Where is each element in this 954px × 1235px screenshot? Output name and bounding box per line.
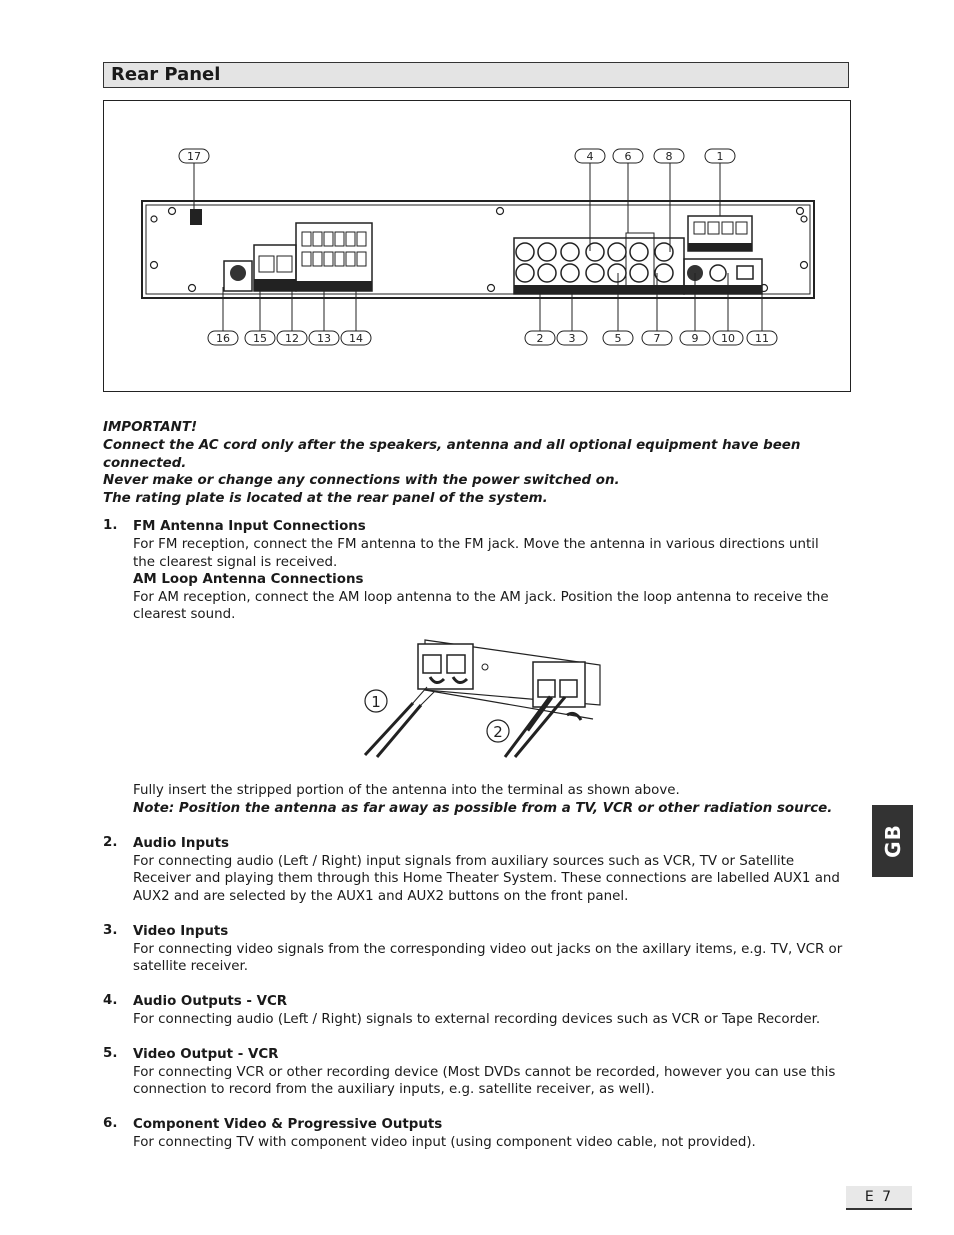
- section-number: 5.: [103, 1046, 118, 1061]
- step-label: 1: [371, 693, 381, 711]
- section-body: satellite receiver.: [133, 959, 249, 974]
- callout-label: 4: [586, 150, 594, 163]
- callout-label: 16: [216, 332, 230, 345]
- section-body: For connecting audio (Left / Right) input signals from auxiliary sources such as VCR, TV or Satellite: [133, 854, 795, 869]
- important-line: Never make or change any connections with the power switched on.: [103, 473, 620, 488]
- section-heading: Audio Inputs: [133, 836, 229, 851]
- section-body: For connecting VCR or other recording device (Most DVDs cannot be recorded, however you can use this: [133, 1065, 836, 1080]
- language-tab: [872, 805, 913, 877]
- section-number: 6.: [103, 1116, 118, 1131]
- page-title-bar: [103, 62, 849, 88]
- antenna-connection-diagram: [355, 635, 605, 760]
- section-number: 1.: [103, 518, 118, 533]
- page-number: E 7: [864, 1189, 894, 1205]
- callout-label: 10: [721, 332, 735, 345]
- illustration-caption: Fully insert the stripped portion of the antenna into the terminal as shown above.: [133, 783, 680, 798]
- rear-panel-diagram: [104, 101, 852, 393]
- section-body: For connecting video signals from the corresponding video out jacks on the axillary items, e.g. TV, VCR or: [133, 942, 843, 957]
- section-heading: Video Inputs: [133, 924, 229, 939]
- antenna-note: Note: Position the antenna as far away as possible from a TV, VCR or other radiation source.: [133, 801, 833, 816]
- callout-label: 1: [716, 150, 724, 163]
- section-heading: Component Video & Progressive Outputs: [133, 1117, 443, 1132]
- callout-label: 9: [691, 332, 699, 345]
- callout-label: 3: [568, 332, 576, 345]
- callout-label: 17: [187, 150, 201, 163]
- callout-label: 12: [285, 332, 299, 345]
- section-body: the clearest signal is received.: [133, 555, 338, 570]
- callout-label: 5: [614, 332, 622, 345]
- section-body: AUX2 and are selected by the AUX1 and AUX2 buttons on the front panel.: [133, 889, 629, 904]
- page-title: Rear Panel: [111, 64, 221, 85]
- section-body: For connecting TV with component video input (using component video cable, not provided).: [133, 1135, 756, 1150]
- section-heading: FM Antenna Input Connections: [133, 519, 366, 534]
- section-number: 2.: [103, 835, 118, 850]
- step-label: 2: [493, 723, 503, 741]
- callout-label: 11: [755, 332, 769, 345]
- section-heading: Video Output - VCR: [133, 1047, 279, 1062]
- section-number: 4.: [103, 993, 118, 1008]
- callout-label: 14: [349, 332, 363, 345]
- callout-label: 15: [253, 332, 267, 345]
- important-line: Connect the AC cord only after the speakers, antenna and all optional equipment have been: [103, 438, 801, 453]
- callout-label: 13: [317, 332, 331, 345]
- section-subheading: AM Loop Antenna Connections: [133, 572, 364, 587]
- callout-label: 6: [624, 150, 632, 163]
- section-body: For AM reception, connect the AM loop antenna to the AM jack. Position the loop antenna to receive the: [133, 590, 829, 605]
- section-heading: Audio Outputs - VCR: [133, 994, 288, 1009]
- callout-label: 8: [665, 150, 673, 163]
- section-body: For connecting audio (Left / Right) signals to external recording devices such as VCR or Tape Recorder.: [133, 1012, 821, 1027]
- important-heading: IMPORTANT!: [103, 420, 198, 435]
- antenna-connection-illustration: [355, 635, 605, 760]
- important-line: The rating plate is located at the rear panel of the system.: [103, 491, 548, 506]
- section-body: Receiver and playing them through this Home Theater System. These connections are labelled AUX1 and: [133, 871, 840, 886]
- important-line: connected.: [103, 456, 187, 471]
- section-body: connection to record from the auxiliary inputs, e.g. satellite receiver, as well).: [133, 1082, 655, 1097]
- section-number: 3.: [103, 923, 118, 938]
- section-body: For FM reception, connect the FM antenna to the FM jack. Move the antenna in various directions until: [133, 537, 819, 552]
- rear-panel-figure: [103, 100, 851, 392]
- page-number-box: [846, 1186, 912, 1210]
- callout-label: 2: [536, 332, 544, 345]
- callout-label: 7: [653, 332, 661, 345]
- section-body: clearest sound.: [133, 607, 236, 622]
- language-tab-label: GB: [880, 824, 905, 858]
